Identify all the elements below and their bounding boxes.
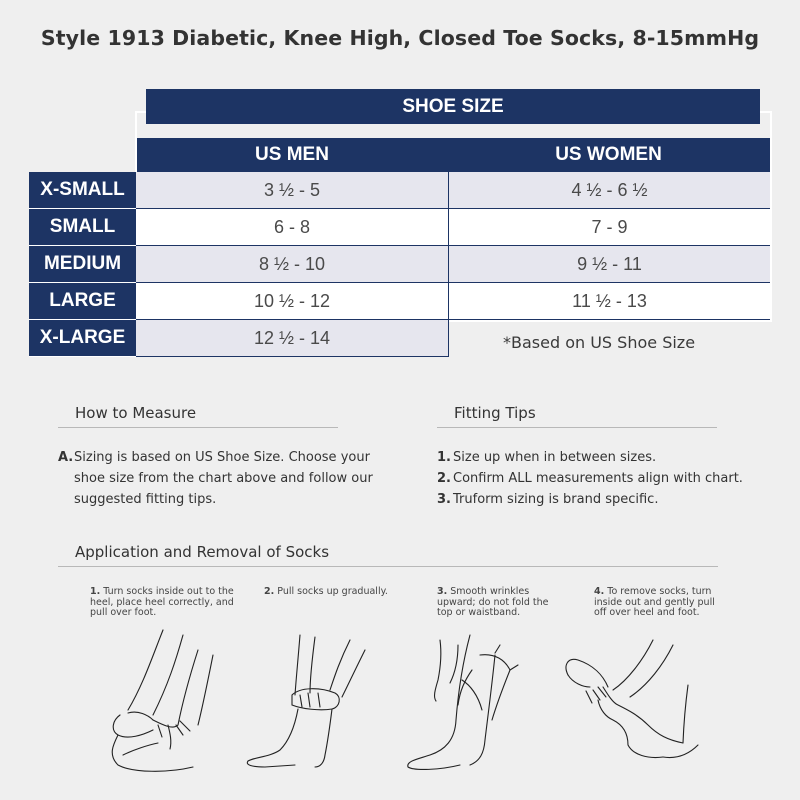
section-divider	[58, 566, 718, 567]
size-row-medium	[29, 246, 770, 283]
list-number: 2.	[437, 471, 451, 486]
row-label: MEDIUM	[29, 246, 136, 283]
step-number: 2.	[264, 586, 275, 597]
column-header-us-women: US WOMEN	[555, 144, 662, 165]
section-divider	[437, 427, 717, 428]
shoe-size-header: SHOE SIZE	[146, 89, 760, 124]
step-2-caption	[264, 587, 404, 598]
list-item	[437, 447, 743, 468]
cell-us-women: 4 ½ - 6 ½	[449, 172, 770, 209]
fitting-tips-list	[437, 447, 743, 510]
tip-text: Confirm ALL measurements align with chart.	[453, 471, 743, 486]
fitting-tips-title: Fitting Tips	[454, 404, 536, 422]
step-1-illustration	[98, 625, 228, 775]
row-label: X-SMALL	[29, 172, 136, 209]
row-label: X-LARGE	[29, 320, 136, 357]
cell-us-women: 9 ½ - 11	[449, 246, 770, 283]
how-to-measure-title: How to Measure	[75, 404, 197, 422]
step-3-illustration	[400, 625, 530, 775]
cell-us-women: 7 - 9	[449, 209, 770, 246]
section-divider	[58, 427, 338, 428]
step-number: 4.	[594, 586, 605, 597]
column-header-us-men: US MEN	[255, 144, 329, 165]
size-row-small	[29, 209, 770, 246]
step-3-caption	[437, 587, 549, 619]
page-title: Style 1913 Diabetic, Knee High, Closed Toe Socks, 8-15mmHg	[40, 26, 760, 50]
step-letter: A.	[58, 450, 74, 465]
row-label: LARGE	[29, 283, 136, 320]
step-text: To remove socks, turn inside out and gently pull off over heel and foot.	[594, 586, 715, 618]
list-item	[437, 468, 743, 489]
cell-us-women: 11 ½ - 13	[449, 283, 770, 320]
step-text: Smooth wrinkles upward; do not fold the top or waistband.	[437, 586, 549, 618]
tip-text: Truform sizing is brand specific.	[453, 492, 659, 507]
step-number: 3.	[437, 586, 448, 597]
column-header-row	[137, 138, 770, 172]
step-4-caption	[594, 587, 729, 619]
cell-us-men: 6 - 8	[136, 209, 449, 246]
size-row-large	[29, 283, 770, 320]
step-number: 1.	[90, 586, 101, 597]
list-item	[437, 489, 743, 510]
step-1-caption	[90, 587, 242, 619]
size-row-x-small	[29, 172, 770, 209]
cell-us-men: 12 ½ - 14	[136, 320, 449, 357]
cell-us-men: 8 ½ - 10	[136, 246, 449, 283]
list-number: 3.	[437, 492, 451, 507]
step-text: Pull socks up gradually.	[277, 586, 388, 597]
application-title: Application and Removal of Socks	[75, 543, 330, 561]
list-number: 1.	[437, 450, 451, 465]
step-2-illustration	[240, 625, 380, 775]
cell-us-men: 3 ½ - 5	[136, 172, 449, 209]
how-to-measure-body	[58, 447, 374, 510]
step-text: Turn socks inside out to the heel, place heel correctly, and pull over foot.	[90, 586, 234, 618]
size-footnote: *Based on US Shoe Size	[503, 333, 696, 352]
step-4-illustration	[558, 625, 708, 775]
how-to-measure-text: Sizing is based on US Shoe Size. Choose your shoe size from the chart above and follow our suggested fitting tips.	[74, 450, 373, 507]
row-label: SMALL	[29, 209, 136, 246]
size-row-x-large	[29, 320, 449, 357]
tip-text: Size up when in between sizes.	[453, 450, 657, 465]
cell-us-men: 10 ½ - 12	[136, 283, 449, 320]
